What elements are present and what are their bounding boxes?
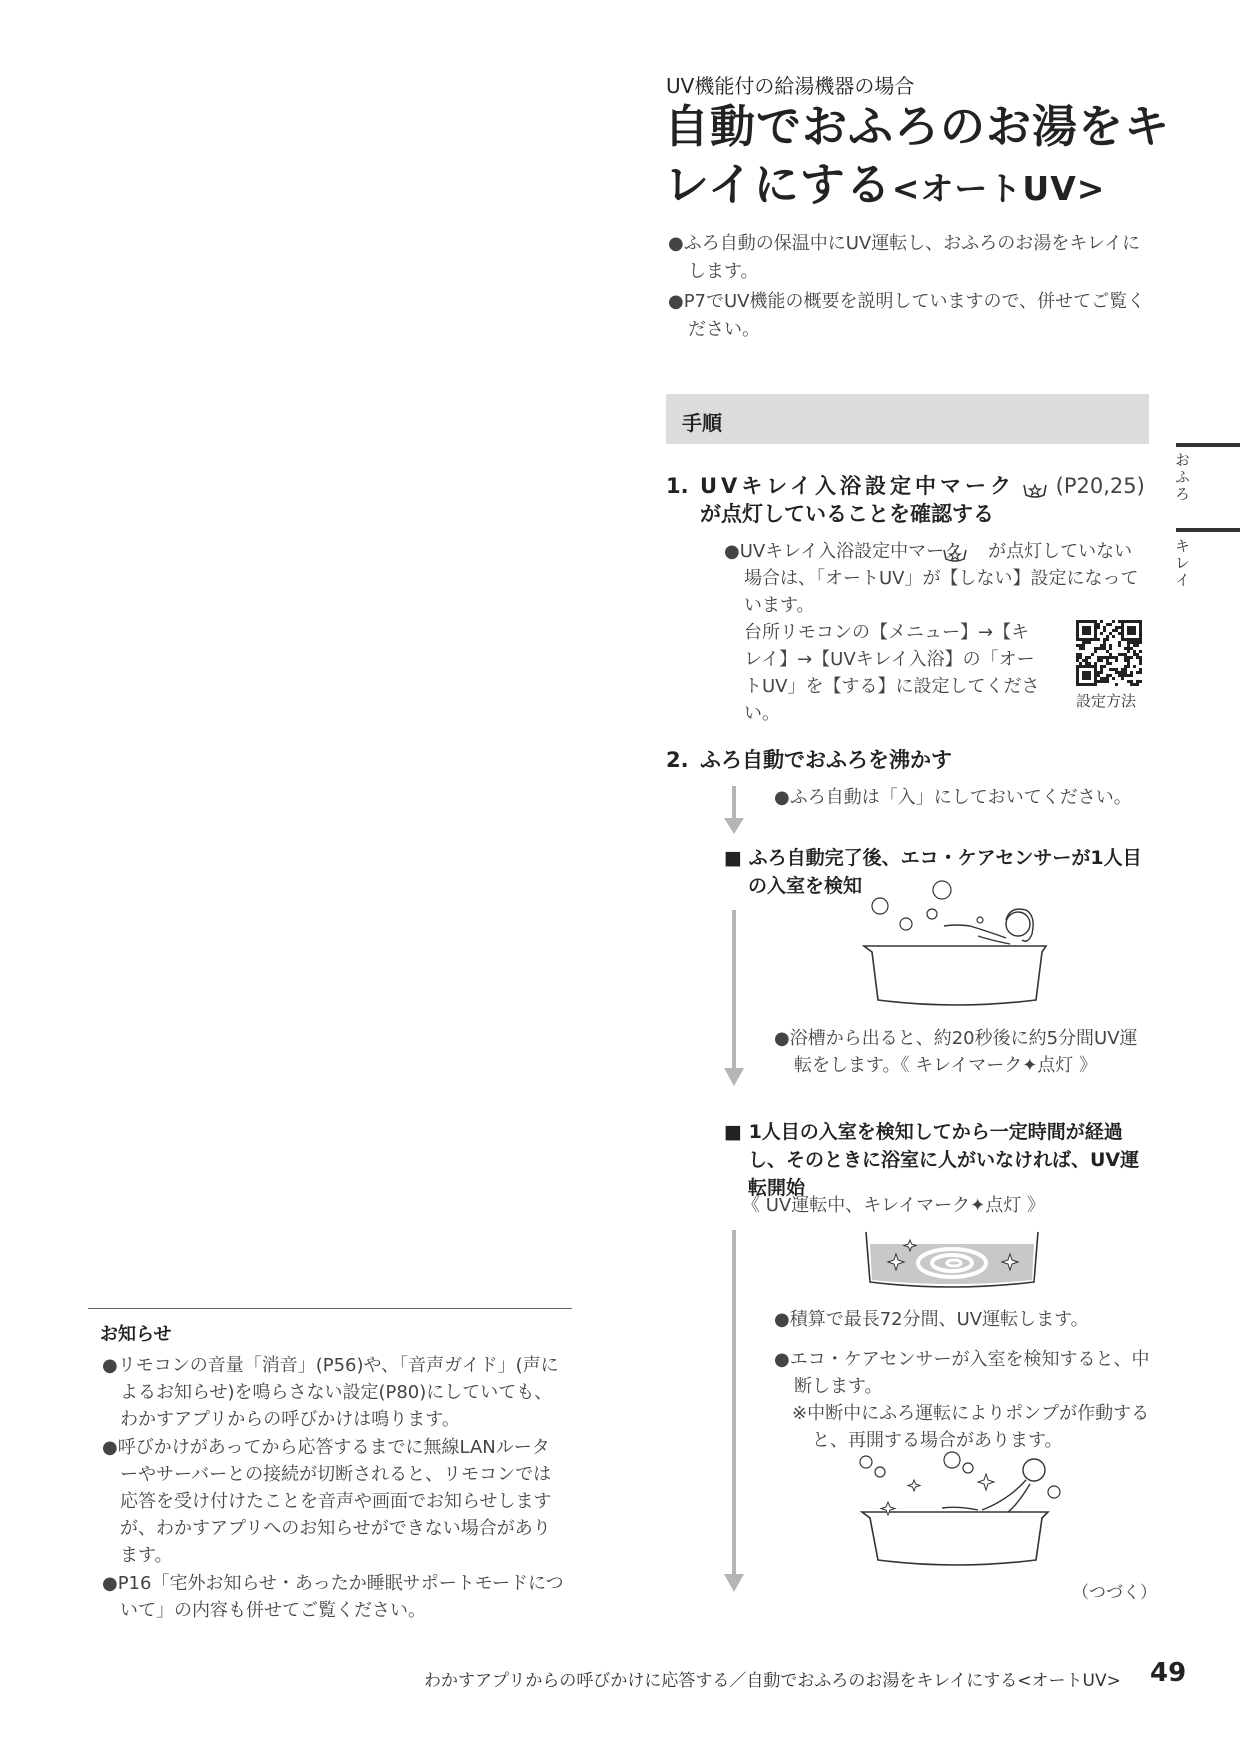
step2-bullet3-text: ●積算で最長72分間、UV運転します。: [774, 1309, 1089, 1330]
step2-heading2: [724, 1118, 1154, 1202]
sidebar-tab-bar: [1176, 443, 1240, 447]
step2-bullet1: [774, 784, 1154, 811]
sidebar-tab-ofuro: おふろ: [1173, 452, 1191, 503]
intro-item: ●P7でUV機能の概要を説明していますので、併せてご覧ください。: [668, 291, 1146, 340]
step2-bullet4-text: ●エコ・ケアセンサーが入室を検知すると、中断します。: [774, 1349, 1150, 1397]
page-title: [664, 98, 1170, 218]
section-subtitle: UV機能付の給湯機器の場合: [666, 74, 915, 98]
notice-title: お知らせ: [100, 1324, 172, 1345]
qr-code-icon[interactable]: [1076, 620, 1142, 686]
qr-code-graphic: [1076, 620, 1142, 686]
page-title-line2: [664, 156, 1170, 218]
qr-caption: 設定方法: [1076, 692, 1137, 710]
flow-arrows: [720, 786, 750, 1686]
step2-bullet3: [774, 1306, 1154, 1333]
notice-list: [102, 1352, 564, 1625]
arrow-head-2: [724, 1068, 744, 1086]
sidebar-tab-kirei: キレイ: [1173, 538, 1191, 589]
notice-item: ●リモコンの音量「消音」(P56)や、「音声ガイド」(声によるお知らせ)を鳴らさない設定(P80)にしていても、わかすアプリからの呼びかけは鳴ります。: [102, 1355, 559, 1430]
sidebar-tab-divider: [1176, 528, 1240, 532]
step2-heading2-text: ■ 1人目の入室を検知してから一定時間が経過し、そのときに浴室に人がいなければ、UV運転開始: [724, 1121, 1140, 1199]
step2-bullet2: [774, 1025, 1154, 1079]
step2-bullet4: [774, 1346, 1152, 1400]
step2-heading1-text: ■ ふろ自動完了後、エコ・ケアセンサーが1人目の入室を検知: [724, 847, 1142, 897]
step1-bullet-text: [724, 538, 1144, 619]
step1-title-ref: (P20,25): [1055, 474, 1145, 498]
step1-instruction: 台所リモコンの【メニュー】→【キレイ】→【UVキレイ入浴】の「オートUV」を【する】に設定してください。: [744, 622, 1040, 724]
notice-divider: [88, 1308, 572, 1309]
uv-bath-mark-icon: [1022, 478, 1048, 496]
step1-title: [700, 472, 1150, 528]
step1-bullet-a: ●UVキレイ入浴設定中マーク: [724, 541, 963, 562]
continued-label: （つづく）: [1072, 1583, 1157, 1603]
step2-note: [792, 1400, 1152, 1454]
bathtub-person-uv-illustration: [858, 1450, 1058, 1570]
step2-bullet1-text: ●ふろ自動は「入」にしておいてください。: [774, 787, 1132, 808]
procedure-label: 手順: [682, 411, 722, 435]
step1-number: 1.: [666, 474, 689, 498]
step2-note-text: ※中断中にふろ運転によりポンプが作動すると、再開する場合があります。: [792, 1403, 1150, 1451]
intro-item: ●ふろ自動の保温中にUV運転し、おふろのお湯をキレイにします。: [668, 233, 1141, 282]
step1-title-a: UVキレイ入浴設定中マーク: [700, 474, 1016, 498]
step2-title: ふろ自動でおふろを沸かす: [700, 748, 952, 772]
notice-item: ●P16「宅外お知らせ・あったか睡眠サポートモードについて」の内容も併せてご覧ください。: [102, 1573, 564, 1621]
page-number: 49: [1150, 1658, 1187, 1688]
step2-heading2-note: 《 UV運転中、キレイマーク✦点灯 》: [742, 1195, 1045, 1216]
arrow-head-1: [724, 818, 744, 834]
arrow-head-3: [724, 1574, 744, 1592]
footer-text: わかすアプリからの呼びかけに応答する／自動でおふろのお湯をキレイにする<オートUV>: [424, 1671, 1121, 1691]
page-title-line2-main: レイにする: [664, 158, 892, 211]
procedure-band: [666, 394, 1149, 444]
page-title-line1: 自動でおふろのお湯をキ: [664, 100, 1171, 153]
intro-list: [668, 230, 1148, 346]
uv-bathtub-illustration: [862, 1230, 1042, 1292]
bathtub-person-illustration: [860, 880, 1060, 1010]
step1-bullet: [724, 538, 1144, 619]
step1-bullet-b: が点灯していない場合は、「オートUV」が【しない】設定になっています。: [744, 541, 1139, 616]
page-title-suffix: <オートUV>: [891, 169, 1106, 208]
step2-bullet2-text: ●浴槽から出ると、約20秒後に約5分間UV運転をします。《 キレイマーク✦点灯 》: [774, 1028, 1138, 1076]
step1-title-b: が点灯していることを確認する: [700, 502, 994, 526]
step2-number: 2.: [666, 748, 689, 772]
uv-bath-mark-inline-icon: [962, 544, 988, 560]
notice-item: ●呼びかけがあってから応答するまでに無線LANルーターやサーバーとの接続が切断されると、リモコンでは応答を受け付けたことを音声や画面でお知らせしますが、わかすアプリへのお知らせができない場合があります。: [102, 1437, 552, 1566]
